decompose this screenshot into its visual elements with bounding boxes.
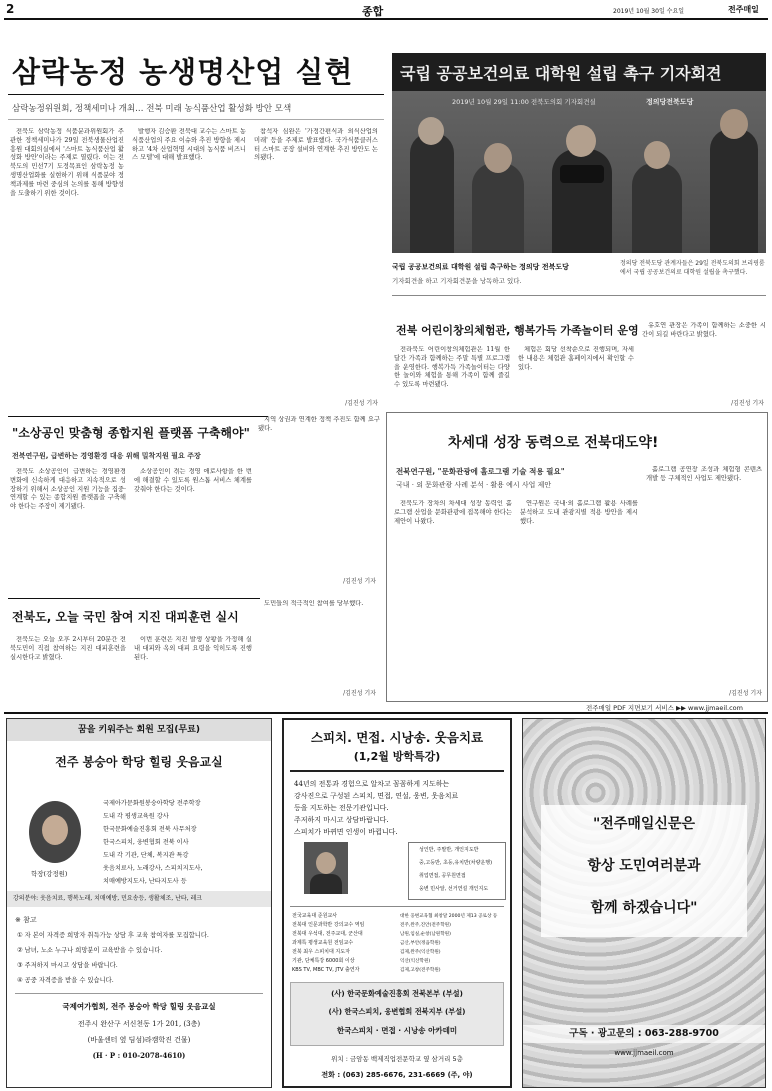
ad1-top-banner: 꿈을 키워주는 회원 모집(무료) <box>7 719 271 741</box>
ad2-right-list <box>400 912 508 975</box>
ad3-quote1: "전주매일신문은 <box>593 816 695 832</box>
ad1-divider <box>15 993 263 994</box>
pdf-service-link[interactable]: 전주매일 PDF 지면보기 서비스 ▶▶ www.jjmaeil.com <box>586 704 743 712</box>
article5-byline: /김진성 기자 <box>729 690 762 697</box>
article1-subheadline: 삼락농정위원회, 정책세미나 개최… 전북 미래 농식품산업 활성화 방안 모색 <box>12 104 292 114</box>
article2-headline: 전북 어린이창의체험관, 행복가득 가족놀이터 운영 <box>396 324 639 337</box>
ad1-item: 치매예방지도사, 난타지도사 등 <box>103 878 187 885</box>
ad1-item: 한국스피치, 웅변협회 전북 이사 <box>103 839 189 846</box>
ad2-left-item: 전국교육대 준원교사 <box>292 913 338 919</box>
ad2-intro <box>294 778 504 838</box>
ad2-left-item: 과제특 평생교육원 전임교수 <box>292 940 354 946</box>
person-figure <box>418 117 444 145</box>
ad2-location: 위치 : 금암동 백제직업전문학교 옆 삼거리 5층 <box>331 1055 463 1063</box>
article3-byline: /김진성 기자 <box>343 578 376 585</box>
person-figure <box>710 129 758 253</box>
article3-col2: 소상공인이 겪는 경영 애로사항을 한 번에 해결할 수 있도록 원스톱 서비스 체계를 갖춰야 한다는 것이다. <box>134 468 252 493</box>
ad2-intro-line: 44년의 전통과 경험으로 알차고 꼼꼼하게 지도하는 <box>294 780 450 788</box>
ad1-person: 학장(강정원) <box>31 870 68 878</box>
header-rule <box>4 18 768 20</box>
article3-col3: 지역 상권과 연계한 정책 추진도 함께 요구됐다. <box>258 416 380 432</box>
ad1-subjects: 강의분야: 웃음치료, 행복노래, 치매예방, 민요송등, 생활체조, 난타, 레크 <box>7 891 271 907</box>
article2-byline: /김진성 기자 <box>731 400 764 407</box>
ad1-credentials <box>103 797 271 888</box>
article1-rule <box>8 94 384 95</box>
ad2-org-box <box>290 982 504 1046</box>
article4-col3: 도민들의 적극적인 참여를 당부했다. <box>264 600 364 607</box>
ad2-org3: 한국스피치 · 면접 · 시낭송 아카데미 <box>336 1026 458 1035</box>
ad1-item: 한국문화예술진흥회 전북 사무처장 <box>103 826 197 833</box>
ad1-item: 웃음치료사, 노래강사, 스피치지도사, <box>103 865 203 872</box>
page-number: 2 <box>6 2 15 16</box>
person-figure <box>484 143 512 173</box>
article4-headline: 전북도, 오늘 국민 참여 지진 대피훈련 실시 <box>12 610 239 624</box>
article1-col1: 전북도 삼락농정 식품분과위원회가 주관한 정책세미나가 29일 전북생물산업진흥원 대회의실에서 '스마트 농식품산업 활성화 방안'이라는 주제로 열렸다. 이는 전북도의 민선7기 도정목표인 삼락농정 농생명산업화를 실현하기 위해 식품분야 정책과제를 마련 중심의 논의를 통해 방향성을 도출하기 위한 것이다. <box>10 128 124 197</box>
article5-headline: 차세대 성장 동력으로 전북대도약! <box>448 435 659 451</box>
article3-col1: 전북도 소상공인이 급변하는 경영환경 변화에 신속하게 대응하고 지속적으로 성장하기 위해서 소상공인 지원 기능을 집중·연계할 수 있는 종합지원 플랫폼을 구축해야 한다는 주장이 제기됐다. <box>10 468 126 511</box>
ad2-right-item: 전주,완주,진안(전주학원) <box>400 923 451 928</box>
ad1-note: ③ 주저하지 마시고 상담을 바랍니다. <box>17 962 118 969</box>
banner-date-line: 2019년 10월 29일 11:00 전북도의회 기자회견실 <box>452 98 596 106</box>
person-figure <box>632 163 682 253</box>
ad1-note: ④ 공중 자격증을 받을 수 있습니다. <box>17 977 114 984</box>
article3-rule <box>8 416 268 417</box>
ad2-subtitle: (1,2월 방학특강) <box>353 750 441 763</box>
ad-section-rule <box>4 712 768 714</box>
ad2-divider <box>290 906 504 907</box>
ad1-portrait <box>29 801 81 863</box>
ad2-course-box <box>408 842 506 900</box>
paper-name: 전주매일 <box>728 5 759 14</box>
ad2-phone: 전화 : (063) 285-6676, 231-6669 (주, 야) <box>321 1071 473 1079</box>
ad-speech-academy <box>282 718 512 1088</box>
article3-headline: "소상공인 맞춤형 종합지원 플랫폼 구축해야" <box>12 426 250 440</box>
article4-col2: 이번 훈련은 지진 발생 상황을 가정해 실내 대피와 옥외 대피 요령을 익히도록 진행된다. <box>134 636 252 661</box>
article1-subrule <box>8 119 384 120</box>
ad2-course: 취업면접, 공무원면접 <box>419 873 466 879</box>
ad2-course: 중,고등반, 초등,유치반(차량운행) <box>419 860 493 866</box>
photo1-caption-right: 정의당 전북도당 관계자들은 29일 전북도의회 브리핑룸에서 국립 공공보건의료 대학원 설립을 촉구했다. <box>620 260 765 276</box>
ad1-phone: (H · P : 010-2078-4610) <box>92 1051 186 1060</box>
ad2-course: 웅변 민사알, 선거연설 개인지도 <box>419 886 489 892</box>
article5-col1: 전북도가 장차의 차세대 성장 동력인 홀로그램 산업을 문화관광에 접목해야 한다는 제안이 나왔다. <box>394 500 512 525</box>
article4-rule <box>8 598 260 599</box>
article4-byline: /김진성 기자 <box>343 690 376 697</box>
person-figure <box>472 163 524 253</box>
article5-col2: 연구원은 국내·외 홀로그램 활용 사례를 분석하고 도내 관광지별 적용 방안을 제시했다. <box>520 500 638 525</box>
ad2-left-list <box>292 912 396 975</box>
photo1-caption-bold: 국립 공공보건의료 대학원 설립 촉구하는 정의당 전북도당 <box>392 263 569 271</box>
ad1-title: 전주 봉숭아 학당 힐링 웃음교실 <box>55 755 223 769</box>
article2-col1: 전라북도 어린이창의체험관은 11월 한 달간 가족과 함께하는 주말 특별 프로그램을 운영한다. 행복가득 가족놀이터는 다양한 놀이와 체험을 통해 가족이 함께 즐길 수 있도록 마련됐다. <box>394 346 510 389</box>
ad2-course: 성인반, 주말반, 개인지도반 <box>419 847 479 853</box>
article2-rule <box>392 295 766 296</box>
ad2-left-item: 전북대 우석대, 전주교대, 군산대 <box>292 931 363 937</box>
person-figure <box>644 141 670 169</box>
article5-subheadline2: 국내 · 외 문화관광 사례 분석 · 활용 예시 사업 제안 <box>396 481 552 489</box>
ad2-intro-line: 주저하지 마시고 상담바랍니다. <box>294 816 389 824</box>
ad2-intro-line: 등을 지도하는 전문기관입니다. <box>294 804 389 812</box>
ad3-quote2: 항상 도민여러분과 <box>587 858 701 874</box>
ad2-right-item: 금산,부안(정읍학원) <box>400 941 441 946</box>
photo1-caption: 기자회견을 하고 기자회견문을 낭독하고 있다. <box>392 277 522 285</box>
article5-subheadline1: 전북연구원, "문화관광에 홀로그램 기술 적용 필요" <box>396 467 565 476</box>
ad-newspaper-promo <box>522 718 766 1088</box>
ad1-address2: (바울센터 옆 딤섬)라캠학진 건물) <box>87 1036 191 1044</box>
issue-date: 2019년 10월 30일 수요일 <box>613 8 685 15</box>
banner-text: 국립 공공보건의료 대학원 설립 촉구 기자회견 <box>400 64 722 83</box>
article1-col3: 참석자 심완은 '가정간편식과 외식산업의 미래' 등을 주제로 발표했다. 국가식품클러스터 스마트 공장 설비와 연계한 추진 방안도 논의됐다. <box>254 128 378 162</box>
ad3-url[interactable]: www.jjmaeil.com <box>614 1049 674 1057</box>
ad1-item: 국제아가문화원봉숭아학당 전주학장 <box>103 800 201 807</box>
ad1-note: ① 자 본이 자격증 희망자 취득가능 상담 후 교육 참여자를 모집합니다. <box>17 932 209 939</box>
ad1-address: 전주시 완산구 서신천동 1가 201, (3층) <box>77 1020 201 1028</box>
ad2-right-item: 대한 웅변교육협 최창달 2000년 제13 공로상 등 <box>400 914 498 919</box>
press-conference-photo <box>392 53 766 253</box>
person-figure <box>566 125 596 157</box>
ad2-left-item: 전북 최우 스피치대 지도자 <box>292 949 350 955</box>
ad1-note: ② 남녀, 노소 누구나 희망분이 교육받을 수 있습니다. <box>17 947 163 954</box>
ad2-right-item: 남원,임실,순창(남원학원) <box>400 932 451 937</box>
ad2-left-item: KBS TV, MBC TV, JTV 출연자 <box>292 967 360 973</box>
banner-party: 정의당전북도당 <box>646 98 694 106</box>
article1-col2: 발행자 김승환 전북대 교수는 스마트 농식품산업의 주요 이슈와 추진 방향을 제시하고 '4차 산업혁명 시대의 농식품 비즈니스 모델'에 대해 발표했다. <box>132 128 246 162</box>
ad2-org2: (사) 한국스피치, 웅변협회 전북지부 (부설) <box>328 1007 466 1016</box>
ad2-right-item: 김제,완주(익산학원) <box>400 950 441 955</box>
ad1-item: 도내 각 평생교육원 강사 <box>103 813 169 820</box>
ad2-org1: (사) 한국문화예술진흥회 전북본부 (부설) <box>331 989 463 998</box>
ad2-instructor-photo <box>304 842 348 894</box>
ad1-org: 국제여가협회, 전주 봉숭아 학당 힐링 웃음교실 <box>62 1002 216 1011</box>
person-figure <box>410 133 454 253</box>
ad2-title: 스피치. 면접. 시낭송. 웃음치료 <box>310 730 484 745</box>
ad2-divider <box>290 770 504 772</box>
article3-subheadline: 전북연구원, 급변하는 경영환경 대응 위해 밀착지원 필요 주장 <box>12 452 201 460</box>
ad1-item: 도내 각 기관, 단체, 복지관 특강 <box>103 852 189 859</box>
person-figure <box>720 109 748 139</box>
microphone-cluster <box>560 165 604 183</box>
ad2-intro-line: 스피치가 바뀌면 인생이 바뀝니다. <box>294 828 398 836</box>
section-label: 종합 <box>362 5 384 18</box>
ad1-note-title: ※ 참고 <box>15 916 37 924</box>
ad2-right-item: 김제,고창(전주학원) <box>400 968 441 973</box>
ad2-left-item: 전북대 인문과학반 강의교수 역임 <box>292 922 365 928</box>
article1-headline: 삼락농정 농생명산업 실현 <box>12 55 354 89</box>
article2-col3: 유호연 관장은 가족이 함께하는 소중한 시간이 되길 바란다고 밝혔다. <box>642 322 766 338</box>
article1-byline: /김진성 기자 <box>345 400 378 407</box>
ad-laughter-class <box>6 718 272 1088</box>
article4-col1: 전북도는 오늘 오후 2시부터 20분간 전북도민이 직접 참여하는 지진 대피훈련을 실시한다고 밝혔다. <box>10 636 126 661</box>
ad3-quote3: 함께 하겠습니다" <box>590 900 698 916</box>
article5-col3: 홀로그램 공연장 조성과 체험형 콘텐츠 개발 등 구체적인 사업도 제안됐다. <box>646 466 762 482</box>
ad2-left-item: 기관, 단체특강 6000회 이상 <box>292 958 355 964</box>
article2-col2: 체험은 회당 선착순으로 진행되며, 자세한 내용은 체험관 홈페이지에서 확인할 수 있다. <box>518 346 634 371</box>
ad2-right-item: 익산(익산학원) <box>400 959 431 964</box>
ad3-contact: 구독 · 광고문의 : 063-288-9700 <box>523 1025 765 1043</box>
ad2-intro-line: 강사진으로 구성된 스피치, 면접, 연설, 웅변, 웃음치료 <box>294 792 459 800</box>
